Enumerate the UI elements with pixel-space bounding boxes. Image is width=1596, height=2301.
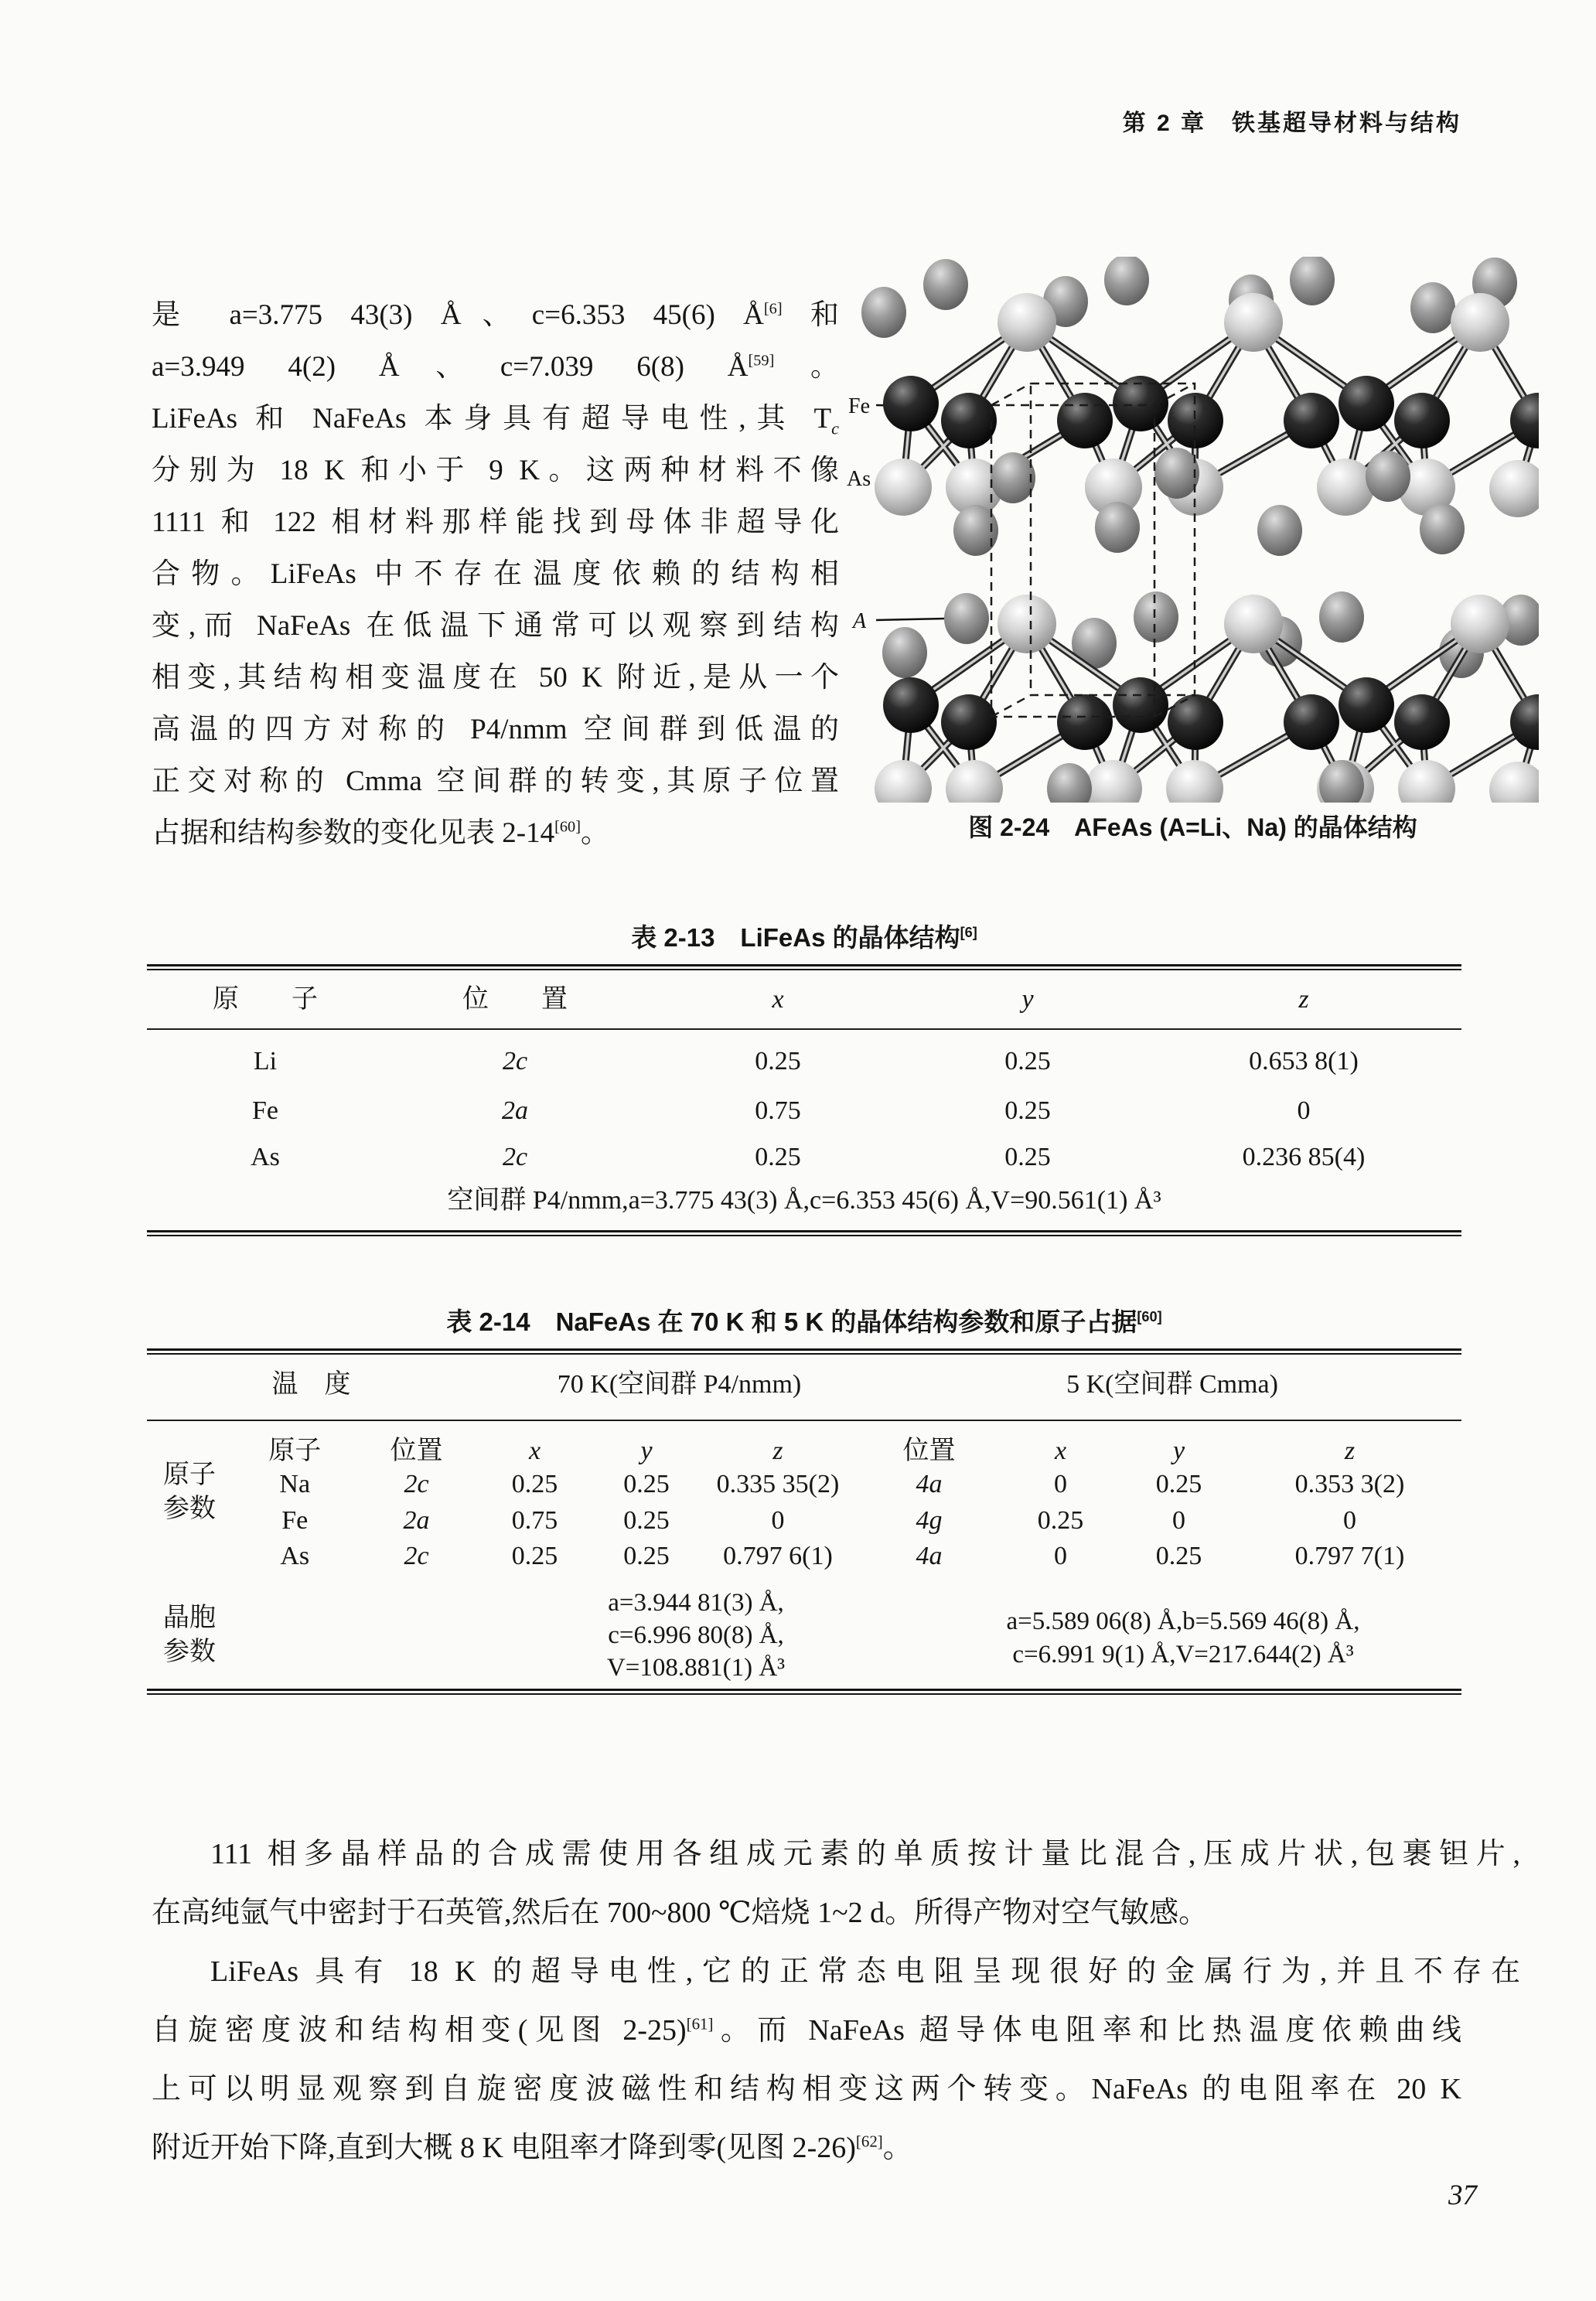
table-cell: 0.25 <box>623 1506 670 1535</box>
text-segment: 。 <box>580 817 609 849</box>
table-cell <box>147 1539 233 1574</box>
text-segment: 。 <box>882 2132 912 2164</box>
text-line: 变,而 NaFeAs 在低温下通常可以观察到结构 <box>152 610 839 642</box>
a-label: A <box>853 609 867 633</box>
a-atoms-top-row <box>861 257 1517 338</box>
header-cell: 位 置 <box>462 985 568 1014</box>
text-line <box>152 807 839 859</box>
table-cell: As <box>251 1143 280 1171</box>
table-subheader-row <box>147 1433 1461 1469</box>
stub-line: 原子 <box>163 1461 216 1489</box>
table-row <box>147 1140 1461 1175</box>
table-cell: 0 <box>1054 1470 1067 1498</box>
table-row <box>147 1467 1461 1502</box>
header-cell: y <box>640 1437 653 1465</box>
citation-ref: [61] <box>686 2014 714 2033</box>
table-cell: 0 <box>771 1506 785 1535</box>
table-rule-bottom <box>147 1235 1461 1236</box>
text-segment: 和 <box>782 299 839 331</box>
table-title <box>147 1304 1461 1340</box>
table-cell: 0.25 <box>1155 1542 1202 1570</box>
table-cell: 0.797 6(1) <box>723 1542 833 1570</box>
table-cell: 4a <box>916 1470 943 1498</box>
table-cell: As <box>280 1542 310 1570</box>
citation-ref: [6] <box>960 925 977 940</box>
lattice-params-70k <box>495 1587 897 1684</box>
text-line <box>152 393 839 445</box>
table-rule-top <box>147 969 1461 970</box>
text-line: 分别为 18 K 和小于 9 K。这两种材料不像 <box>152 455 839 486</box>
a-leader-line <box>876 619 946 620</box>
text-line: 在高纯氩气中密封于石英管,然后在 700~800 ℃焙烧 1~2 d。所得产物对空气敏感。 <box>152 1897 1209 1929</box>
header-cell: 原 子 <box>213 985 318 1014</box>
table-cell: 2c <box>404 1542 429 1570</box>
text-line: 111 相多晶样品的合成需使用各组成元素的单质按计量比混合,压成片状,包裹钽片, <box>210 1838 1520 1870</box>
text-segment: a=3.949 4(2) Å、c=7.039 6(8) Å <box>152 351 749 383</box>
table-title <box>147 920 1461 956</box>
table-cell: 0.25 <box>1004 1096 1051 1125</box>
crystal-structure-figure <box>847 257 1539 803</box>
text-segment: 。 <box>774 351 840 383</box>
fe-label: Fe <box>848 394 870 418</box>
text-line: LiFeAs 具有 18 K 的超导电性,它的正常态电阻呈现很好的金属行为,并且不存在 <box>210 1955 1520 1988</box>
table-cell <box>147 1467 233 1502</box>
text-line <box>152 341 839 393</box>
citation-ref: [60] <box>1137 1309 1162 1324</box>
table-cell: Fe <box>281 1506 309 1535</box>
header-cell: z <box>772 1437 783 1465</box>
table-cell: 2c <box>502 1143 528 1171</box>
figure-caption: 图 2-24 AFeAs (A=Li、Na) 的晶体结构 <box>968 813 1417 841</box>
header-cell: x <box>1054 1437 1067 1465</box>
header-cell: z <box>1344 1437 1356 1465</box>
table-cell: 0.25 <box>623 1470 670 1498</box>
text-line: 正交对称的 Cmma 空间群的转变,其原子位置 <box>152 765 839 797</box>
text-line <box>152 2001 1461 2060</box>
table-cell: 4a <box>916 1542 943 1570</box>
header-cell: x <box>528 1437 541 1465</box>
table-cell: 0 <box>1343 1506 1356 1535</box>
table-rule-mid <box>147 1028 1461 1030</box>
table-row <box>147 1093 1461 1129</box>
table-cell: 2a <box>403 1506 430 1535</box>
table-cell: 0.25 <box>623 1542 670 1570</box>
header-cell: 70 K(空间群 P4/nmm) <box>557 1370 802 1399</box>
table-cell: 0.236 85(4) <box>1242 1143 1366 1171</box>
table-cell: 0.25 <box>1004 1047 1051 1076</box>
header-cell: x <box>772 985 784 1014</box>
table-cell: 0.25 <box>511 1470 558 1498</box>
table-cell: 0.25 <box>1037 1506 1084 1535</box>
table-cell: 0.335 35(2) <box>716 1470 840 1498</box>
table-cell <box>147 1503 233 1539</box>
header-cell: y <box>1021 985 1034 1014</box>
table-cell: 0.25 <box>1155 1470 1202 1498</box>
citation-ref: [62] <box>855 2132 883 2151</box>
header-cell: 5 K(空间群 Cmma) <box>1066 1370 1278 1399</box>
table-cell: 0.353 3(2) <box>1294 1470 1405 1498</box>
header-cell: 位置 <box>390 1437 443 1465</box>
stub-line: 参数 <box>163 1638 216 1666</box>
citation-ref: [6] <box>763 300 783 318</box>
table-row <box>147 1503 1461 1539</box>
text-segment: 占据和结构参数的变化见表 2-14 <box>152 817 555 849</box>
table-cell: 0.25 <box>1004 1143 1051 1171</box>
text-line: 1111 和 122 相材料那样能找到母体非超导化 <box>152 506 839 538</box>
page-number: 37 <box>1448 2180 1477 2211</box>
table-cell: 2c <box>502 1047 528 1076</box>
citation-ref: [59] <box>748 352 775 370</box>
header-cell: 位置 <box>902 1437 956 1465</box>
param-line: a=3.944 81(3) Å, <box>608 1589 784 1617</box>
text-segment: 附近开始下降,直到大概 8 K 电阻率才降到零(见图 2-26) <box>152 2132 856 2164</box>
text-line <box>152 2119 1461 2177</box>
citation-ref: [60] <box>554 818 581 836</box>
table-cell: 0 <box>1297 1096 1311 1125</box>
table-cell: Li <box>253 1047 278 1076</box>
text-line: 上可以明显观察到自旋密度波磁性和结构相变这两个转变。NaFeAs 的电阻率在 20 K <box>152 2073 1461 2105</box>
table-title-text: 表 2-14 NaFeAs 在 70 K 和 5 K 的晶体结构参数和原子占据 <box>446 1307 1137 1336</box>
lattice-params-5k <box>897 1605 1469 1672</box>
header-cell: 原子 <box>268 1437 322 1465</box>
table-title-text: 表 2-13 LiFeAs 的晶体结构 <box>631 923 960 952</box>
header-cell: z <box>1298 985 1309 1014</box>
table-cell: 2c <box>404 1470 429 1498</box>
text-line: 高温的四方对称的 P4/nmm 空间群到低温的 <box>152 714 839 745</box>
text-segment: 。而 NaFeAs 超导体电阻率和比热温度依赖曲线 <box>713 2014 1462 2047</box>
as-label: As <box>847 467 871 491</box>
table-cell: 0.25 <box>755 1047 801 1076</box>
text-segment: LiFeAs 和 NaFeAs 本身具有超导电性,其 T <box>152 403 832 435</box>
row-group-label-cell <box>147 1601 232 1669</box>
table-cell: 0 <box>1172 1506 1185 1535</box>
table-cell: 2a <box>502 1096 528 1125</box>
table-cell: 0.25 <box>511 1542 558 1570</box>
stub-line: 参数 <box>163 1495 216 1523</box>
table-header-row <box>147 982 1461 1018</box>
text-line <box>152 289 839 341</box>
table-footnote: 空间群 P4/nmm,a=3.775 43(3) Å,c=6.353 45(6) Å,V=90.561(1) Å³ <box>447 1186 1161 1215</box>
text-segment: 自旋密度波和结构相变(见图 2-25) <box>152 2014 687 2047</box>
table-cell: 0.75 <box>755 1096 801 1125</box>
table-cell: 4g <box>916 1506 943 1535</box>
table-cell: Na <box>279 1470 311 1498</box>
table-cell: Fe <box>252 1096 278 1125</box>
stub-line: 晶胞 <box>163 1604 216 1632</box>
table-row <box>147 1539 1461 1574</box>
table-cell: 0 <box>1054 1542 1067 1570</box>
table-cell: 0.75 <box>511 1506 558 1535</box>
text-line: 相变,其结构相变温度在 50 K 附近,是从一个 <box>152 662 839 694</box>
table-rule-mid <box>147 1420 1461 1421</box>
header-cell: 温 度 <box>271 1370 351 1399</box>
text-line: 合物。LiFeAs 中不存在温度依赖的结构相 <box>152 558 839 590</box>
table-cell: 0.653 8(1) <box>1249 1047 1359 1076</box>
table-cell: 0.25 <box>755 1143 801 1171</box>
param-line: c=6.991 9(1) Å,V=217.644(2) Å³ <box>1012 1641 1354 1669</box>
table-cell: 0.797 7(1) <box>1294 1542 1405 1570</box>
param-line: c=6.996 80(8) Å, <box>608 1621 784 1649</box>
table-rule-top <box>147 1353 1461 1355</box>
table-row <box>147 1044 1461 1079</box>
chapter-header: 第 2 章 铁基超导材料与结构 <box>1122 111 1461 136</box>
text-segment: 是 a=3.775 43(3) Å、c=6.353 45(6) Å <box>152 299 764 331</box>
param-line: V=108.881(1) Å³ <box>606 1654 786 1682</box>
table-rule-bottom <box>147 1693 1461 1695</box>
header-cell: y <box>1172 1437 1185 1465</box>
subscript: c <box>831 418 839 438</box>
param-line: a=5.589 06(8) Å,b=5.569 46(8) Å, <box>1006 1607 1360 1635</box>
table-group-header-row <box>147 1367 1461 1403</box>
